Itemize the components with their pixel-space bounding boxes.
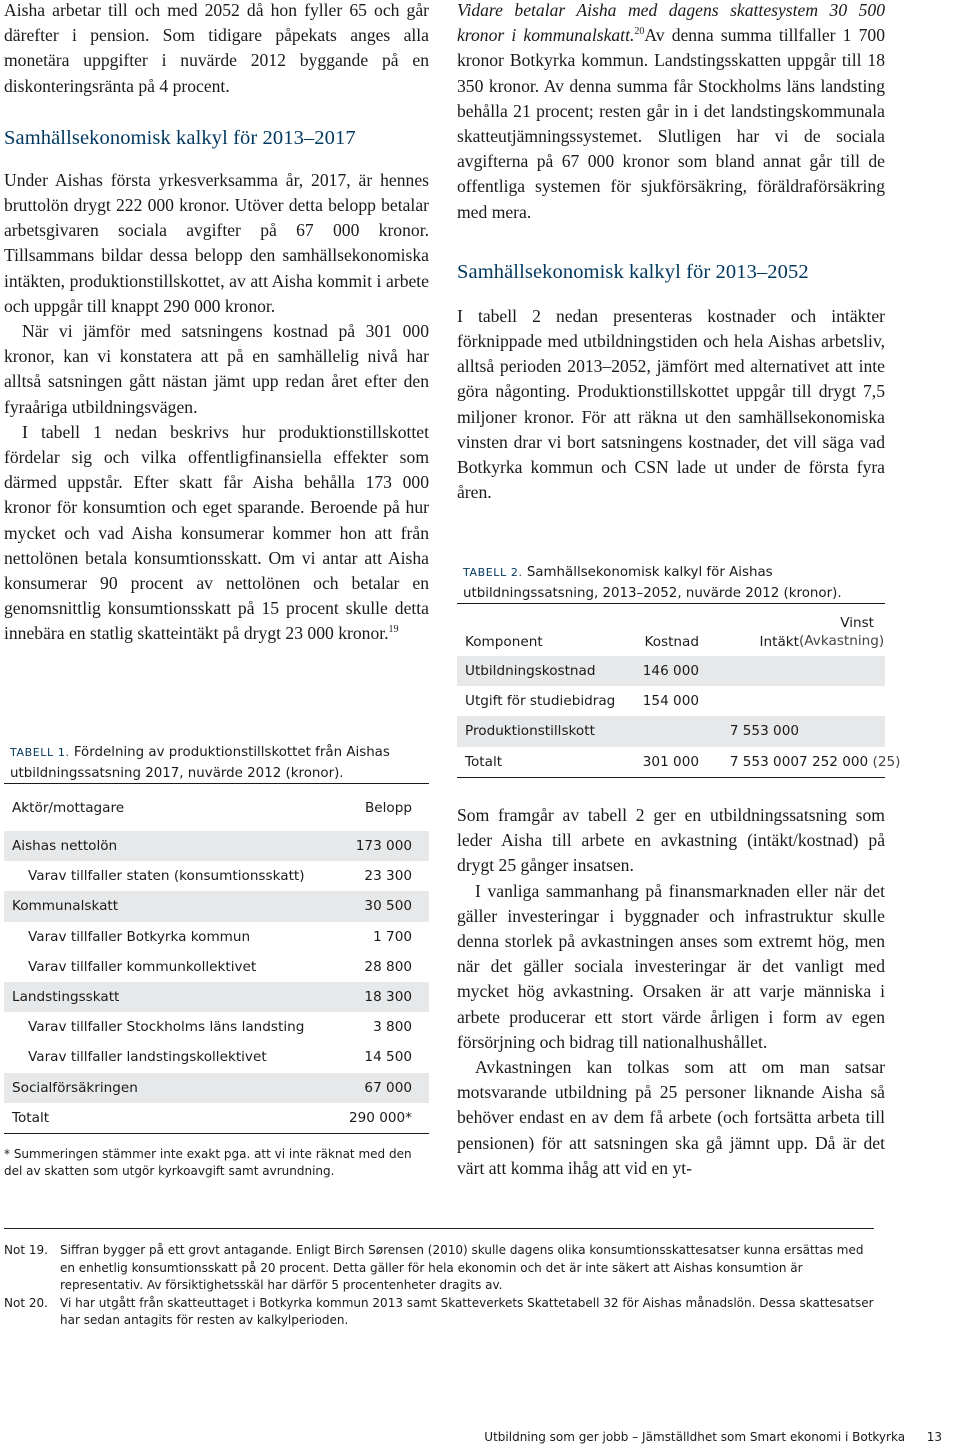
left-body: [4, 168, 429, 647]
footnotes: [4, 1228, 874, 1330]
table2-caption: [463, 562, 878, 604]
column-header-amount: Belopp: [364, 799, 412, 816]
column-header-income: Intäkt: [759, 634, 799, 650]
paragraph: När vi jämför med satsningens kostnad på 301 000 kronor, kan vi konstatera att på en samhällelig nivå har alltså satsningen gått nästan jämt upp redan året efter den fyraåriga utbildningsvägen.: [4, 321, 429, 417]
table-header-row: [4, 784, 429, 831]
footnote-ref: 19: [388, 624, 399, 636]
table-rule: [4, 1133, 429, 1134]
paragraph: Som framgår av tabell 2 ger en utbildningssatsning som leder Aisha till arbete en avkastning (intäkt/kostnad) på drygt 25 gånger insatsen.: [457, 805, 885, 876]
table-row: Varav tillfaller Stockholms läns landsting 3 800: [28, 1019, 412, 1036]
table2-label: TABELL 2.: [463, 566, 523, 579]
table-row: Socialförsäkringen 67 000: [4, 1073, 429, 1103]
table-row: Utgift för studiebidrag 154 000: [465, 693, 699, 710]
table-row: Aishas nettolön 173 000: [4, 831, 429, 861]
footnote-ref: 20: [634, 26, 645, 38]
paragraph: Under Aishas första yrkesverksamma år, 2017, är hennes bruttolön drygt 222 000 kronor. Utöver detta belopp betalar arbetsgivaren sociala avgifter på 67 000 kronor. Tillsammans bildar dessa belopp den samhällsekonomiska intäkten, produktionstillskottet, av att Aisha kommit i arbete och uppgår till knappt 290 000 kronor.: [4, 169, 429, 316]
table-row: Produktionstillskott 7 553 000: [457, 716, 885, 746]
right-body: [457, 304, 885, 506]
table1-caption: [10, 742, 430, 784]
paragraph: Vidare betalar Aisha med dagens skattesystem 30 500 kronor i kommunalskatt.$^{20}$Av denna summa tillfaller 1 700 kronor Botkyrka kommun. Landstingsskatten uppgår till 18 350 kronor. Av denna summa får Stockholms läns landsting behålla 21 procent; resten går in i det landstingskommunala skatteutjämningssystemet. Slutligen har vi de sociala avgifterna på 67 000 kronor som bland annat går till de offentliga systemen för sjukförsäkring, föräldraförsäkring med mera.: [457, 0, 885, 222]
page-number: 13: [926, 1430, 942, 1444]
paragraph: I tabell 1 nedan beskrivs hur produktionstillskottet fördelar sig och vilka offentligfinansiella effekter som därmed uppstår. Efter skatt får Aisha behålla 173 000 kronor för konsumtion och eget sparande. Beroende på hur mycket och vad Aisha konsumerar kommer hon att från nettolönen betala konsumtionsskatt. Om vi antar att Aisha konsumerar 90 procent av nettolönen och betalar en genomsnittlig konsumtionsskatt på 15 procent skulle detta innebära en statlig skatteintäkt på drygt 23 000 kronor.$^{19}$: [4, 421, 429, 644]
footer-title: Utbildning som ger jobb – Jämställdhet som Smart ekonomi i Botkyrka: [484, 1430, 906, 1444]
paragraph: Avkastningen kan tolkas som att om man satsar motsvarande utbildning på 25 personer liknande Aisha så behöver endast en av dem få arbete (och fortsätta arbeta till pensionen) för att satsningen ska gå jämnt upp. Då är det värt att komma ihåg att vid en yt-: [457, 1057, 885, 1178]
column-header-component: Komponent: [465, 634, 543, 650]
table2-caption-text: Samhällsekonomisk kalkyl för Aishas utbildningssatsning, 2013–2052, nuvärde 2012 (kronor).: [463, 565, 842, 601]
table-row: Varav tillfaller landstingskollektivet 14 500: [28, 1049, 412, 1066]
page-footer: [484, 1430, 942, 1444]
table1-label: TABELL 1.: [10, 746, 70, 759]
section-heading-2013-2017: Samhällsekonomisk kalkyl för 2013–2017: [4, 126, 356, 149]
table-rule: [457, 777, 885, 778]
right-lower-body: [457, 803, 885, 1181]
table1-caption-text: Fördelning av produktionstillskottet från Aishas utbildningssatsning 2017, nuvärde 2012 (kronor).: [10, 745, 390, 781]
table-row: Landstingsskatt 18 300: [4, 982, 429, 1012]
table1-note: * Summeringen stämmer inte exakt pga. att vi inte räknat med den del av skatten som utgör kyrkoavgift samt avrundning.: [4, 1146, 412, 1179]
table-row-total: Totalt 290 000*: [12, 1109, 412, 1126]
table-row: Varav tillfaller staten (konsumtionsskatt) 23 300: [28, 868, 412, 885]
paragraph: I tabell 2 nedan presenteras kostnader och intäkter förknippade med utbildningstiden och hela Aishas arbetsliv, alltså perioden 2013–2052, jämfört med alternativet att inte göra någonting. Produktionstillskottet uppgår till drygt 7,5 miljoner kronor. För att räkna ut den samhällsekonomiska vinsten drar vi bort satsningens kostnader, det vill säga vad Botkyrka kommun och CSN lade ut under de första fyra åren.: [457, 305, 885, 503]
table-row: Varav tillfaller Botkyrka kommun 1 700: [28, 928, 412, 945]
table-row-total: Totalt 301 000 7 553 000 7 252 000 (25): [465, 753, 901, 770]
column-header-cost: Kostnad: [644, 634, 699, 650]
column-header-gain: Vinst (Avkastning): [799, 615, 885, 649]
right-column: [457, 0, 885, 505]
paragraph: Aisha arbetar till och med 2052 då hon fyller 65 och går därefter i pension. Som tidigare påpekats anges alla monetära uppgifter i nuvärde 2012 byggande på en diskonteringsränta på 4 procent.: [4, 0, 429, 96]
table-row: Varav tillfaller kommunkollektivet 28 800: [28, 958, 412, 975]
footnote: Not 19. Siffran bygger på ett grovt antagande. Enligt Birch Sørensen (2010) skulle dagens olika konsumtionsskattesatser kunna ersättas med en enhetlig konsumtionsskatt på 20 procent. Detta gäller för hela ekonomin och det är inte säkert att Aishas konsumtion är representativ. Av försiktighetsskäl har därför 5 procentenheter dragits av.: [4, 1243, 864, 1292]
footnote: Not 20. Vi har utgått från skatteuttaget i Botkyrka kommun 2013 samt Skatteverkets Skattetabell 32 för Aishas månadslön. Dessa skattesatser har sedan antagits för resten av kalkylperioden.: [4, 1295, 874, 1327]
left-intro: [4, 0, 429, 99]
table-header-row: [457, 604, 885, 656]
column-header-actor: Aktör/mottagare: [12, 799, 125, 816]
paragraph: I vanliga sammanhang på finansmarknaden eller när det gäller investeringar i byggnader och infrastruktur skulle denna storlek på avkastningen anses som extremt hög, men när det gäller sociala investeringar är det vanligt med mycket hög avkastning. Orsaken är att varje människa i arbete producerar ett stort värde årligen i form av egen försörjning och bidrag till nationalhushållet.: [457, 880, 885, 1052]
table1: [4, 783, 429, 1181]
left-column: [4, 0, 429, 647]
table2: [457, 603, 901, 778]
right-intro: [457, 0, 885, 225]
table-row: Utbildningskostnad 146 000: [457, 656, 885, 686]
table-row: Kommunalskatt 30 500: [4, 891, 429, 921]
section-heading-2013-2052: Samhällsekonomisk kalkyl för 2013–2052: [457, 260, 809, 283]
